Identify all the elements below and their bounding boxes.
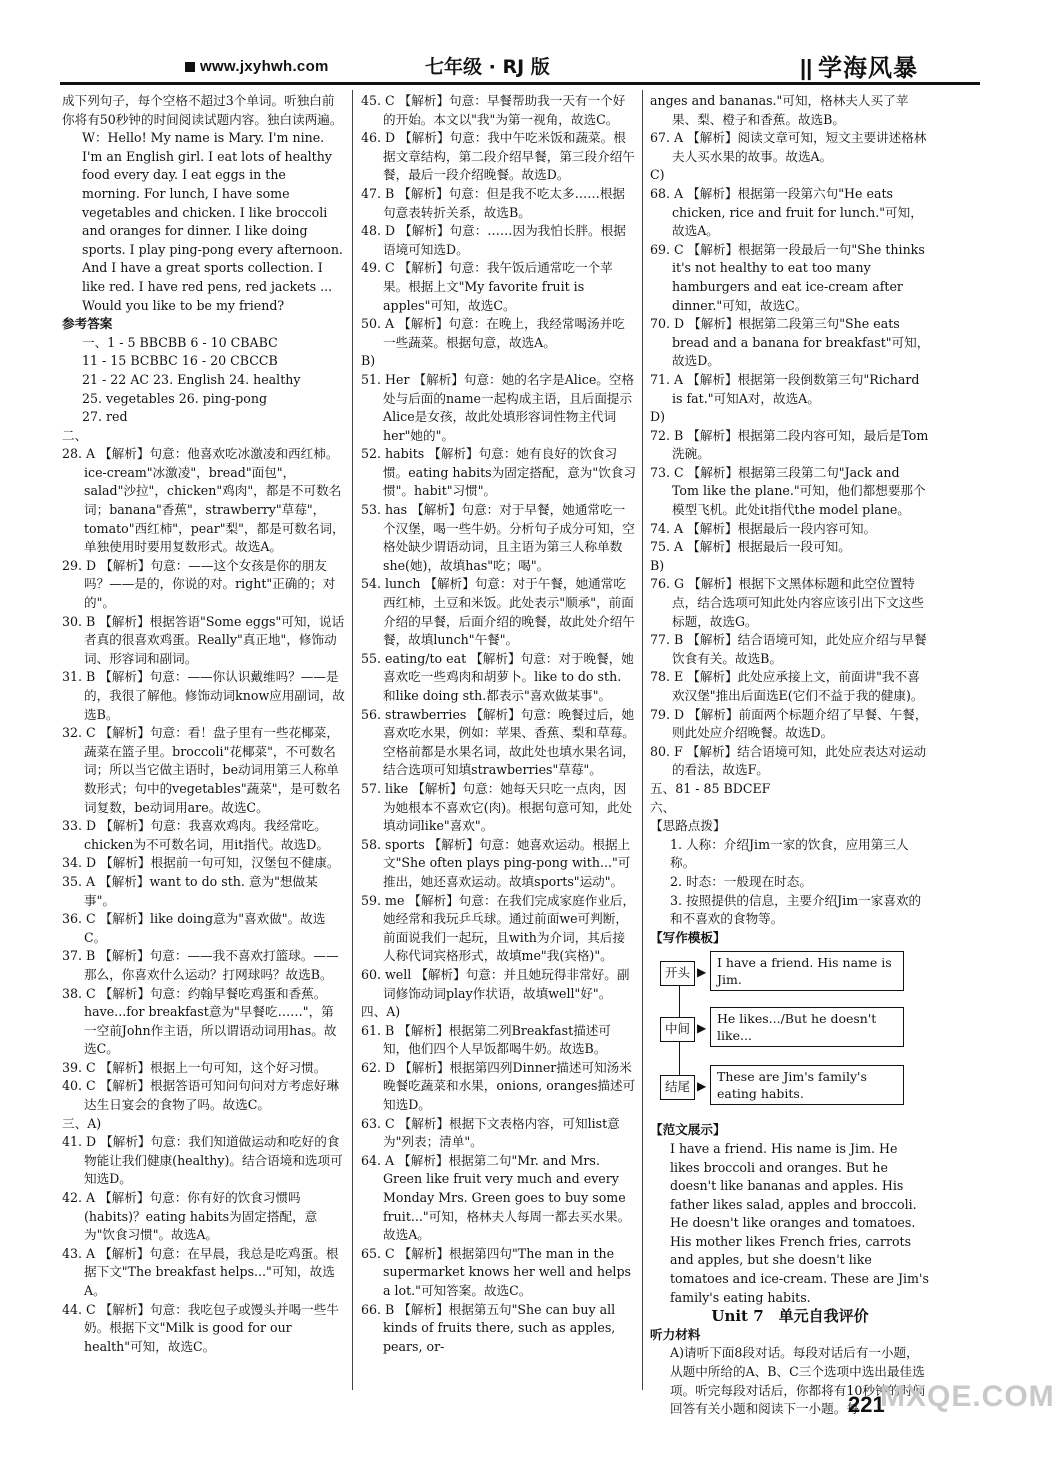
explanation-list [650,92,930,836]
arrow-right-icon: ▶ [697,1021,707,1036]
list-item: 76. G 【解析】根据下文黑体标题和此空位置特点，结合选项可知此处内容应该引出下文这些标题，故选G。 [650,576,924,629]
list-item: D) [650,409,666,425]
list-item: 68. A 【解析】根据第一段第六句"He eats chicken, rice and fruit for lunch."可知，故选A。 [650,185,923,239]
list-item: 57. like 【解析】句意：她每天只吃一点肉，因为她根本不喜欢它(肉)。根据句意可知，此处填动词like"喜欢"。 [361,780,633,834]
list-item: 71. A 【解析】根据第一段倒数第三句"Richard is fat."可知A对，故选A。 [650,371,920,406]
template-end-label: 结尾 [660,1075,695,1100]
list-item: 62. D 【解析】根据第四列Dinner描述可知汤米晚餐吃蔬菜和水果，onions, oranges描述可知选D。 [361,1059,636,1113]
arrow-right-icon: ▶ [697,1079,707,1094]
list-item: 【思路点拨】 [650,818,726,834]
template-middle-label: 中间 [660,1017,695,1042]
monologue-text: W：Hello! My name is Mary. I'm nine. I'm an English girl. I eat lots of healthy food every day. I eat eggs in the morning. For lunch, I have some vegetables and chicken. I like broccoli and oranges for dinner. I like doing sports. I play ping-pong every afternoon. And I have a great sports collection. I like red. I have red pens, red jackets ... Would you like to be my friend? [82,130,343,313]
watermark: MXQE.COM [880,1380,1055,1413]
list-item: 四、A) [361,1004,401,1020]
list-item: 72. B 【解析】根据第二段内容可知，最后是Tom洗碗。 [650,427,929,462]
list-item: 36. C 【解析】like doing意为"喜欢做"。故选C。 [62,911,326,945]
list-item: 3. 按照提供的信息，主要介绍Jim一家喜欢的和不喜欢的食物等。 [670,892,922,927]
list-item: 25. vegetables 26. ping-pong [82,390,268,406]
list-item: 三、A) [62,1115,102,1131]
list-item: C) [650,167,665,183]
list-item: 74. A 【解析】根据最后一段内容可知。 [650,520,877,536]
header-rule [60,82,980,85]
column-divider [642,90,643,1390]
page-number: 221 [848,1392,885,1417]
list-item: 80. F 【解析】结合语境可知，此处应表达对运动的看法，故选F。 [650,743,927,778]
list-item: 64. A 【解析】根据第二句"Mr. and Mrs. Green like fruit very much and every Monday Mrs. Green goes to buy some fruit..."可知，格林夫人每周一都去买水果。故选A。 [361,1152,631,1243]
list-item: 49. C 【解析】句意：我午饭后通常吃一个苹果。根据上文"My favorite fruit is apples"可知，故选C。 [361,260,613,313]
column-3 [650,92,930,1419]
list-item: 六、 [650,799,676,815]
list-item: B) [650,557,665,573]
listening-instructions: 成下列句子，每个空格不超过3个单词。听独白前你将有50秒钟的时间阅读试题内容。独白读两遍。 [62,93,343,127]
list-item: 39. C 【解析】根据上一句可知，这个好习惯。 [62,1059,327,1075]
list-item: 53. has 【解析】句意：对于早餐，她通常吃一个汉堡，喝一些牛奶。分析句子成分可知，空格处缺少谓语动词，且主语为第三人称单数she(她)，故填has"吃；喝"。 [361,502,635,573]
list-item: 67. A 【解析】阅读文章可知，短文主要讲述格林夫人买水果的故事。故选A。 [650,130,927,164]
list-item: 五、81 - 85 BDCEF [650,780,771,796]
list-item: 73. C 【解析】根据第三段第二句"Jack and Tom like the plane."可知，他们都想要那个模型飞机。此处it指代the model plane。 [650,464,926,518]
grade-label: 七年级 · RJ 版 [425,56,550,78]
arrow-right-icon: ▶ [697,965,707,980]
square-icon [185,62,195,72]
list-item: 59. me 【解析】句意：在我们完成家庭作业后，她经常和我玩乒乓球。通过前面we可判断，前面说我们一起玩，且with为介词，其后接人称代词宾格形式，故填me"我(宾格)"。 [361,892,636,964]
list-item: 66. B 【解析】根据第五句"She can buy all kinds of fruits there, such as apples, pears, or- [361,1301,616,1354]
tips-list [650,836,930,929]
answer-key-list [62,334,346,427]
list-item: 34. D 【解析】根据前一句可知，汉堡包不健康。 [62,855,340,871]
column-1 [62,92,346,1356]
unit-title: Unit 7 单元自我评价 [711,1307,869,1326]
list-item: 70. D 【解析】根据第二段第三句"She eats bread and a banana for breakfast"可知，故选D。 [650,316,930,369]
list-item: 27. red [82,409,128,425]
list-item: 47. B 【解析】句意：但是我不吃太多……根据句意表转折关系，故选B。 [361,185,625,220]
list-item: 33. D 【解析】句意：我喜欢鸡肉。我经常吃。chicken为不可数名词，用it指代。故选D。 [62,818,329,852]
list-item: 79. D 【解析】前面两个标题介绍了早餐、午餐，则此处应介绍晚餐。故选D。 [650,706,928,741]
template-middle-text: He likes.../But he doesn't like... [710,1007,904,1047]
list-item: 11 - 15 BCBBC 16 - 20 CBCCB [82,353,278,369]
column-2 [361,92,636,1356]
explanation-list [361,92,636,1356]
brand-logo: 学海风暴 [818,54,918,82]
list-item: 29. D 【解析】句意：——这个女孩是你的朋友吗？——是的，你说的对。right"正确的；对的"。 [62,557,336,611]
list-item: 61. B 【解析】根据第二列Breakfast描述可知，他们四个人早饭都喝牛奶。故选B。 [361,1022,611,1057]
column-divider [352,90,353,1390]
explanation-list [62,445,346,1356]
list-item: 1. 人称：介绍Jim一家的饮食，应用第三人称。 [670,836,909,871]
list-item: 51. Her 【解析】句意：她的名字是Alice。空格处与后面的name一起构成主语，且后面提示Alice是女孩，故此处填形容词性物主代词her"她的"。 [361,371,635,443]
list-item: 58. sports 【解析】句意：她喜欢运动。根据上文"She often plays ping-pong with..."可推出，她还喜欢运动。故填sports"运动"。 [361,836,631,889]
list-item: 37. B 【解析】句意：——我不喜欢打篮球。——那么，你喜欢什么运动？打网球吗？故选B。 [62,948,339,982]
list-item: 45. C 【解析】句意：早餐帮助我一天有一个好的开始。本文以"我"为第一视角，故选C。 [361,93,626,127]
list-item: 31. B 【解析】句意：——你认识戴维吗？——是的，我很了解他。修饰动词know应用副词，故选B。 [62,669,345,722]
list-item: 38. C 【解析】句意：约翰早餐吃鸡蛋和香蕉。have...for breakfast意为"早餐吃……"，第一空前John作主语，所以谓语动词用has。故选C。 [62,985,337,1057]
listening-heading: 听力材料 [650,1326,701,1342]
list-item: 69. C 【解析】根据第一段最后一句"She thinks it's not healthy to eat too many hamburgers and eat ice-cream after dinner."可知，故选C。 [650,241,925,313]
page-header [0,0,1000,90]
list-item: 30. B 【解析】根据答语"Some eggs"可知，说话者真的很喜欢鸡蛋。Really"真正地"，修饰动词、形容词和副词。 [62,613,345,666]
template-end-text: These are Jim's family's eating habits. [710,1065,904,1105]
list-item: 50. A 【解析】句意：在晚上，我经常喝汤并吃一些蔬菜。根据句意，故选A。 [361,316,625,350]
list-item: 28. A 【解析】句意：他喜欢吃冰激凌和西红柿。ice-cream"冰激凌"，bread"面包"，salad"沙拉"，chicken"鸡肉"，都是不可数名词；banana"香蕉"，strawberry"草莓"，tomato"西红柿"，pear"梨"，都是可数名词，单独使用时要用复数形式。故选A。 [62,446,345,555]
list-item: 56. strawberries 【解析】句意：晚餐过后，她喜欢吃水果，例如：苹果、香蕉、梨和草莓。空格前都是水果名词，故此处也填水果名词，结合选项可知填strawberries"草莓"。 [361,706,635,778]
list-item: 43. A 【解析】句意：在早晨，我总是吃鸡蛋。根据下文"The breakfast helps..."可知，故选A。 [62,1245,339,1298]
list-item: 60. well 【解析】句意：并且她玩得非常好。副词修饰动词play作状语，故填well"好"。 [361,966,630,1001]
list-item: 一、1 - 5 BBCBB 6 - 10 CBABC [82,334,278,350]
list-item: 55. eating/to eat 【解析】句意：对于晚餐，她喜欢吃一些鸡肉和胡萝卜。like to do sth. 和like doing sth.都表示"喜欢做某事"。 [361,650,634,703]
template-start-label: 开头 [660,961,695,986]
list-item: 65. C 【解析】根据第四句"The man in the supermarket knows her well and helps a lot."可知答案。故选C。 [361,1245,631,1298]
list-item: 63. C 【解析】根据下文表格内容，可知list意为"列表；清单"。 [361,1115,620,1150]
listening-text: A)请听下面8段对话。每段对话后有一小题，从题中所给的A、B、C三个选项中选出最佳选项。听完每段对话后，你都将有10秒钟的时间回答有关小题和阅读下一小题。每 [670,1345,926,1417]
list-item: 44. C 【解析】句意：我吃包子或馒头并喝一些牛奶。根据下文"Milk is good for our health"可知，故选C。 [62,1301,339,1354]
template-heading: 【写作模板】 [650,929,726,945]
list-item: 52. habits 【解析】句意：她有良好的饮食习惯。eating habits为固定搭配，意为"饮食习惯"。habit"习惯"。 [361,446,636,499]
list-item: 75. A 【解析】根据最后一段可知。 [650,539,851,555]
list-item: 78. E 【解析】此处应承接上文，前面讲"我不喜欢汉堡"推出后面选E(它们不益于我的健康)。 [650,669,924,703]
list-item: 40. C 【解析】根据答语可知问句问对方考虑好琳达生日宴会的食物了吗。故选C。 [62,1078,339,1113]
list-item: 48. D 【解析】句意：……因为我怕长胖。根据语境可知选D。 [361,223,626,257]
list-item: 41. D 【解析】句意：我们知道做运动和吃好的食物能让我们健康(healthy)。结合语境和选项可知选D。 [62,1134,343,1187]
list-item: 46. D 【解析】句意：我中午吃米饭和蔬菜。根据文章结构，第二段介绍早餐，第三段介绍午餐，最后一段介绍晚餐。故选D。 [361,130,635,183]
site-url [185,58,329,75]
list-item: 21 - 22 AC 23. English 24. healthy [82,371,301,387]
list-item: 35. A 【解析】want to do sth. 意为"想做某事"。 [62,873,318,908]
template-start-text: I have a friend. His name is Jim. [710,951,904,991]
sample-essay: I have a friend. His name is Jim. He likes broccoli and oranges. But he doesn't like bananas and apples. His father likes salad, apples and broccoli. He doesn't like oranges and tomatoes. His mother likes French fries, carrots and apples, but she doesn't like tomatoes and ice-cream. These are Jim's family's eating habits. [670,1140,929,1305]
writing-template [650,951,930,1121]
list-item: 32. C 【解析】句意：看！盘子里有一些花椰菜，蔬菜在篮子里。broccoli"花椰菜"，不可数名词；所以当它做主语时，be动词用第三人称单数形式；句中的vegetables"蔬菜"，是可数名词复数，be动词用are。故选C。 [62,725,341,815]
list-item: 54. lunch 【解析】句意：对于午餐，她通常吃西红柿，土豆和米饭。此处表示"顺承"，前面介绍的早餐，后面介绍的晚餐，故此处介绍午餐，故填lunch"午餐"。 [361,576,635,648]
list-item: 2. 时态：一般现在时态。 [670,873,812,889]
divider-bars: || [800,55,813,80]
list-item: 42. A 【解析】句意：你有好的饮食习惯吗(habits)？eating habits为固定搭配，意为"饮食习惯"。故选A。 [62,1190,318,1243]
answers-heading: 参考答案 [62,316,113,332]
list-item: B) [361,353,376,369]
section-heading: 二、 [62,427,88,443]
list-item: anges and bananas."可知，格林夫人买了苹果、梨、橙子和香蕉。故选B。 [650,93,909,127]
site-url-text: www.jxyhwh.com [200,58,329,75]
sample-heading: 【范文展示】 [650,1122,726,1138]
list-item: 77. B 【解析】结合语境可知，此处应介绍与早餐饮食有关。故选B。 [650,632,927,666]
